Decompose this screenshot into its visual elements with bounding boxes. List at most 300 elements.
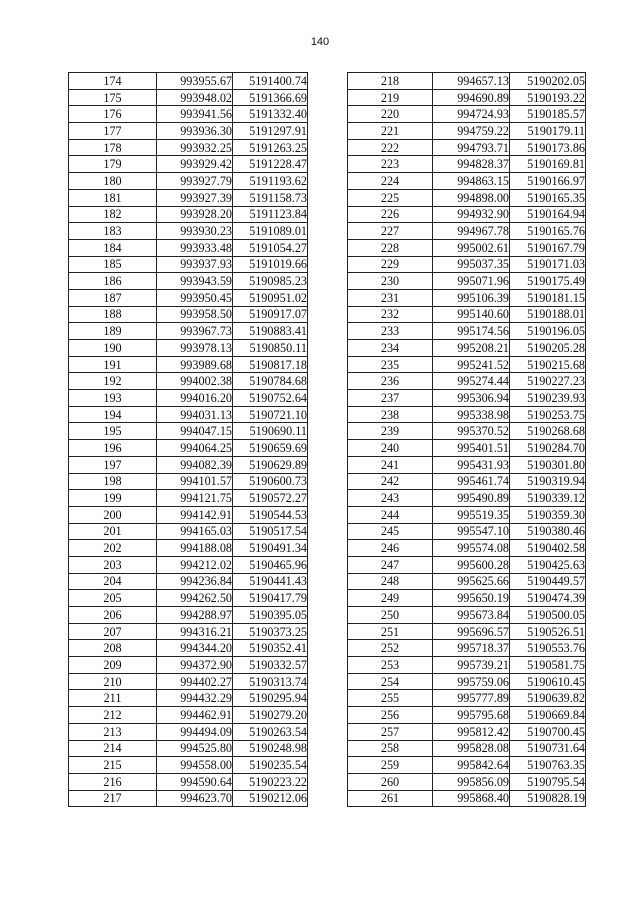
x-coordinate-cell: 994657.13 xyxy=(433,73,510,90)
table-row xyxy=(348,223,586,240)
table-row xyxy=(348,289,586,306)
x-coordinate-cell: 995868.40 xyxy=(433,790,510,807)
y-coordinate-cell: 5190610.45 xyxy=(510,673,586,690)
point-number-cell: 239 xyxy=(348,423,433,440)
point-number-cell: 187 xyxy=(69,289,157,306)
point-number-cell: 191 xyxy=(69,356,157,373)
y-coordinate-cell: 5190850.11 xyxy=(233,340,308,357)
table-row xyxy=(69,423,308,440)
x-coordinate-cell: 995071.96 xyxy=(433,273,510,290)
table-row xyxy=(69,757,308,774)
x-coordinate-cell: 995718.37 xyxy=(433,640,510,657)
x-coordinate-cell: 994082.39 xyxy=(157,456,233,473)
x-coordinate-cell: 995759.06 xyxy=(433,673,510,690)
point-number-cell: 210 xyxy=(69,673,157,690)
x-coordinate-cell: 993978.13 xyxy=(157,340,233,357)
table-row xyxy=(348,156,586,173)
coordinates-table-left xyxy=(68,72,308,807)
table-row xyxy=(69,707,308,724)
x-coordinate-cell: 995828.08 xyxy=(433,740,510,757)
y-coordinate-cell: 5190171.03 xyxy=(510,256,586,273)
x-coordinate-cell: 993927.39 xyxy=(157,189,233,206)
point-number-cell: 220 xyxy=(348,106,433,123)
y-coordinate-cell: 5190227.23 xyxy=(510,373,586,390)
x-coordinate-cell: 994898.00 xyxy=(433,189,510,206)
y-coordinate-cell: 5190268.68 xyxy=(510,423,586,440)
table-row xyxy=(348,490,586,507)
table-row xyxy=(69,640,308,657)
x-coordinate-cell: 994494.09 xyxy=(157,723,233,740)
table-row xyxy=(69,373,308,390)
table-row xyxy=(69,523,308,540)
y-coordinate-cell: 5190235.54 xyxy=(233,757,308,774)
x-coordinate-cell: 994432.29 xyxy=(157,690,233,707)
y-coordinate-cell: 5190572.27 xyxy=(233,490,308,507)
table-row xyxy=(348,206,586,223)
y-coordinate-cell: 5190239.93 xyxy=(510,390,586,407)
x-coordinate-cell: 993927.79 xyxy=(157,173,233,190)
point-number-cell: 198 xyxy=(69,473,157,490)
point-number-cell: 242 xyxy=(348,473,433,490)
x-coordinate-cell: 995037.35 xyxy=(433,256,510,273)
y-coordinate-cell: 5190985.23 xyxy=(233,273,308,290)
x-coordinate-cell: 994064.25 xyxy=(157,440,233,457)
point-number-cell: 184 xyxy=(69,239,157,256)
y-coordinate-cell: 5190721.10 xyxy=(233,406,308,423)
table-row xyxy=(348,790,586,807)
table-row xyxy=(69,139,308,156)
coordinates-table-right xyxy=(347,72,586,807)
point-number-cell: 236 xyxy=(348,373,433,390)
y-coordinate-cell: 5190352.41 xyxy=(233,640,308,657)
y-coordinate-cell: 5190248.98 xyxy=(233,740,308,757)
point-number-cell: 247 xyxy=(348,556,433,573)
y-coordinate-cell: 5190212.06 xyxy=(233,790,308,807)
table-row xyxy=(348,106,586,123)
table-row xyxy=(69,590,308,607)
y-coordinate-cell: 5191054.27 xyxy=(233,239,308,256)
point-number-cell: 227 xyxy=(348,223,433,240)
point-number-cell: 203 xyxy=(69,556,157,573)
point-number-cell: 214 xyxy=(69,740,157,757)
table-row xyxy=(69,506,308,523)
x-coordinate-cell: 995856.09 xyxy=(433,773,510,790)
page-number: 140 xyxy=(310,36,330,48)
x-coordinate-cell: 993928.20 xyxy=(157,206,233,223)
x-coordinate-cell: 995673.84 xyxy=(433,607,510,624)
point-number-cell: 254 xyxy=(348,673,433,690)
point-number-cell: 231 xyxy=(348,289,433,306)
point-number-cell: 175 xyxy=(69,89,157,106)
point-number-cell: 208 xyxy=(69,640,157,657)
table-row xyxy=(69,623,308,640)
table-row xyxy=(348,173,586,190)
point-number-cell: 246 xyxy=(348,540,433,557)
y-coordinate-cell: 5190441.43 xyxy=(233,573,308,590)
y-coordinate-cell: 5190284.70 xyxy=(510,440,586,457)
table-row xyxy=(69,540,308,557)
y-coordinate-cell: 5190883.41 xyxy=(233,323,308,340)
point-number-cell: 202 xyxy=(69,540,157,557)
y-coordinate-cell: 5190175.49 xyxy=(510,273,586,290)
table-row xyxy=(69,73,308,90)
x-coordinate-cell: 995274.44 xyxy=(433,373,510,390)
y-coordinate-cell: 5190179.11 xyxy=(510,123,586,140)
point-number-cell: 223 xyxy=(348,156,433,173)
x-coordinate-cell: 994002.38 xyxy=(157,373,233,390)
y-coordinate-cell: 5190279.20 xyxy=(233,707,308,724)
point-number-cell: 235 xyxy=(348,356,433,373)
point-number-cell: 237 xyxy=(348,390,433,407)
x-coordinate-cell: 995106.39 xyxy=(433,289,510,306)
table-row xyxy=(69,89,308,106)
point-number-cell: 192 xyxy=(69,373,157,390)
point-number-cell: 188 xyxy=(69,306,157,323)
x-coordinate-cell: 994932.90 xyxy=(433,206,510,223)
x-coordinate-cell: 994724.93 xyxy=(433,106,510,123)
table-row xyxy=(69,323,308,340)
x-coordinate-cell: 995241.52 xyxy=(433,356,510,373)
table-row xyxy=(69,473,308,490)
point-number-cell: 249 xyxy=(348,590,433,607)
x-coordinate-cell: 995600.28 xyxy=(433,556,510,573)
x-coordinate-cell: 993958.50 xyxy=(157,306,233,323)
point-number-cell: 244 xyxy=(348,506,433,523)
y-coordinate-cell: 5190295.94 xyxy=(233,690,308,707)
point-number-cell: 225 xyxy=(348,189,433,206)
point-number-cell: 260 xyxy=(348,773,433,790)
y-coordinate-cell: 5191297.91 xyxy=(233,123,308,140)
table-row xyxy=(348,373,586,390)
table-row xyxy=(348,640,586,657)
point-number-cell: 201 xyxy=(69,523,157,540)
point-number-cell: 234 xyxy=(348,340,433,357)
point-number-cell: 179 xyxy=(69,156,157,173)
table-row xyxy=(69,256,308,273)
table-row xyxy=(69,490,308,507)
x-coordinate-cell: 995650.19 xyxy=(433,590,510,607)
x-coordinate-cell: 994863.15 xyxy=(433,173,510,190)
x-coordinate-cell: 993930.23 xyxy=(157,223,233,240)
y-coordinate-cell: 5191123.84 xyxy=(233,206,308,223)
table-row xyxy=(69,556,308,573)
point-number-cell: 257 xyxy=(348,723,433,740)
table-row xyxy=(348,590,586,607)
point-number-cell: 205 xyxy=(69,590,157,607)
y-coordinate-cell: 5190205.28 xyxy=(510,340,586,357)
table-row xyxy=(348,189,586,206)
x-coordinate-cell: 994590.64 xyxy=(157,773,233,790)
table-row xyxy=(348,556,586,573)
point-number-cell: 261 xyxy=(348,790,433,807)
table-row xyxy=(348,323,586,340)
y-coordinate-cell: 5190167.79 xyxy=(510,239,586,256)
y-coordinate-cell: 5190319.94 xyxy=(510,473,586,490)
y-coordinate-cell: 5190639.82 xyxy=(510,690,586,707)
point-number-cell: 190 xyxy=(69,340,157,357)
y-coordinate-cell: 5191400.74 xyxy=(233,73,308,90)
table-row xyxy=(69,690,308,707)
y-coordinate-cell: 5190193.22 xyxy=(510,89,586,106)
table-row xyxy=(69,657,308,674)
x-coordinate-cell: 995431.93 xyxy=(433,456,510,473)
x-coordinate-cell: 995461.74 xyxy=(433,473,510,490)
x-coordinate-cell: 993932.25 xyxy=(157,139,233,156)
x-coordinate-cell: 993936.30 xyxy=(157,123,233,140)
x-coordinate-cell: 994316.21 xyxy=(157,623,233,640)
y-coordinate-cell: 5190526.51 xyxy=(510,623,586,640)
y-coordinate-cell: 5190165.76 xyxy=(510,223,586,240)
point-number-cell: 259 xyxy=(348,757,433,774)
table-row xyxy=(348,256,586,273)
point-number-cell: 224 xyxy=(348,173,433,190)
x-coordinate-cell: 994690.89 xyxy=(433,89,510,106)
y-coordinate-cell: 5190188.01 xyxy=(510,306,586,323)
point-number-cell: 241 xyxy=(348,456,433,473)
y-coordinate-cell: 5190181.15 xyxy=(510,289,586,306)
x-coordinate-cell: 993937.93 xyxy=(157,256,233,273)
point-number-cell: 196 xyxy=(69,440,157,457)
y-coordinate-cell: 5190553.76 xyxy=(510,640,586,657)
point-number-cell: 178 xyxy=(69,139,157,156)
y-coordinate-cell: 5190202.05 xyxy=(510,73,586,90)
x-coordinate-cell: 995696.57 xyxy=(433,623,510,640)
x-coordinate-cell: 994793.71 xyxy=(433,139,510,156)
y-coordinate-cell: 5190169.81 xyxy=(510,156,586,173)
point-number-cell: 194 xyxy=(69,406,157,423)
table-row xyxy=(348,440,586,457)
point-number-cell: 217 xyxy=(69,790,157,807)
point-number-cell: 177 xyxy=(69,123,157,140)
x-coordinate-cell: 994236.84 xyxy=(157,573,233,590)
y-coordinate-cell: 5191193.62 xyxy=(233,173,308,190)
x-coordinate-cell: 995812.42 xyxy=(433,723,510,740)
x-coordinate-cell: 995777.89 xyxy=(433,690,510,707)
y-coordinate-cell: 5190196.05 xyxy=(510,323,586,340)
table-row xyxy=(348,406,586,423)
table-row xyxy=(348,657,586,674)
y-coordinate-cell: 5190951.02 xyxy=(233,289,308,306)
y-coordinate-cell: 5190215.68 xyxy=(510,356,586,373)
table-row xyxy=(69,239,308,256)
y-coordinate-cell: 5190359.30 xyxy=(510,506,586,523)
point-number-cell: 216 xyxy=(69,773,157,790)
point-number-cell: 226 xyxy=(348,206,433,223)
x-coordinate-cell: 993989.68 xyxy=(157,356,233,373)
table-row xyxy=(69,273,308,290)
point-number-cell: 199 xyxy=(69,490,157,507)
table-row xyxy=(69,340,308,357)
table-row xyxy=(69,607,308,624)
y-coordinate-cell: 5190223.22 xyxy=(233,773,308,790)
table-row xyxy=(69,106,308,123)
table-row xyxy=(69,189,308,206)
point-number-cell: 229 xyxy=(348,256,433,273)
x-coordinate-cell: 995338.98 xyxy=(433,406,510,423)
x-coordinate-cell: 994101.57 xyxy=(157,473,233,490)
y-coordinate-cell: 5190173.86 xyxy=(510,139,586,156)
table-row xyxy=(348,306,586,323)
table-row xyxy=(69,673,308,690)
point-number-cell: 250 xyxy=(348,607,433,624)
x-coordinate-cell: 993943.59 xyxy=(157,273,233,290)
table-row xyxy=(69,406,308,423)
x-coordinate-cell: 995519.35 xyxy=(433,506,510,523)
table-row xyxy=(69,440,308,457)
point-number-cell: 221 xyxy=(348,123,433,140)
x-coordinate-cell: 994372.90 xyxy=(157,657,233,674)
y-coordinate-cell: 5190917.07 xyxy=(233,306,308,323)
table-row xyxy=(348,89,586,106)
y-coordinate-cell: 5191089.01 xyxy=(233,223,308,240)
table-row xyxy=(348,239,586,256)
y-coordinate-cell: 5190795.54 xyxy=(510,773,586,790)
table-row xyxy=(69,390,308,407)
table-row xyxy=(348,139,586,156)
table-row xyxy=(348,623,586,640)
table-row xyxy=(348,390,586,407)
point-number-cell: 189 xyxy=(69,323,157,340)
y-coordinate-cell: 5190700.45 xyxy=(510,723,586,740)
x-coordinate-cell: 994262.50 xyxy=(157,590,233,607)
y-coordinate-cell: 5190339.12 xyxy=(510,490,586,507)
table-row xyxy=(348,723,586,740)
table-row xyxy=(348,456,586,473)
y-coordinate-cell: 5190417.79 xyxy=(233,590,308,607)
point-number-cell: 209 xyxy=(69,657,157,674)
x-coordinate-cell: 995208.21 xyxy=(433,340,510,357)
point-number-cell: 233 xyxy=(348,323,433,340)
y-coordinate-cell: 5190166.97 xyxy=(510,173,586,190)
point-number-cell: 219 xyxy=(348,89,433,106)
y-coordinate-cell: 5190301.80 xyxy=(510,456,586,473)
point-number-cell: 174 xyxy=(69,73,157,90)
point-number-cell: 232 xyxy=(348,306,433,323)
table-row xyxy=(69,773,308,790)
point-number-cell: 180 xyxy=(69,173,157,190)
y-coordinate-cell: 5190731.64 xyxy=(510,740,586,757)
x-coordinate-cell: 995002.61 xyxy=(433,239,510,256)
table-row xyxy=(69,223,308,240)
x-coordinate-cell: 994016.20 xyxy=(157,390,233,407)
table-row xyxy=(348,73,586,90)
table-row xyxy=(348,340,586,357)
y-coordinate-cell: 5190449.57 xyxy=(510,573,586,590)
point-number-cell: 222 xyxy=(348,139,433,156)
table-row xyxy=(69,306,308,323)
x-coordinate-cell: 994828.37 xyxy=(433,156,510,173)
point-number-cell: 204 xyxy=(69,573,157,590)
x-coordinate-cell: 994031.13 xyxy=(157,406,233,423)
point-number-cell: 195 xyxy=(69,423,157,440)
point-number-cell: 258 xyxy=(348,740,433,757)
point-number-cell: 211 xyxy=(69,690,157,707)
y-coordinate-cell: 5191332.40 xyxy=(233,106,308,123)
y-coordinate-cell: 5190600.73 xyxy=(233,473,308,490)
table-row xyxy=(348,707,586,724)
point-number-cell: 230 xyxy=(348,273,433,290)
y-coordinate-cell: 5190185.57 xyxy=(510,106,586,123)
y-coordinate-cell: 5190491.34 xyxy=(233,540,308,557)
table-row xyxy=(69,790,308,807)
point-number-cell: 248 xyxy=(348,573,433,590)
table-row xyxy=(69,206,308,223)
table-row xyxy=(348,423,586,440)
point-number-cell: 186 xyxy=(69,273,157,290)
x-coordinate-cell: 993929.42 xyxy=(157,156,233,173)
x-coordinate-cell: 995140.60 xyxy=(433,306,510,323)
y-coordinate-cell: 5190164.94 xyxy=(510,206,586,223)
x-coordinate-cell: 993955.67 xyxy=(157,73,233,90)
y-coordinate-cell: 5190817.18 xyxy=(233,356,308,373)
table-row xyxy=(69,723,308,740)
y-coordinate-cell: 5191366.69 xyxy=(233,89,308,106)
point-number-cell: 238 xyxy=(348,406,433,423)
point-number-cell: 176 xyxy=(69,106,157,123)
y-coordinate-cell: 5190659.69 xyxy=(233,440,308,457)
y-coordinate-cell: 5190313.74 xyxy=(233,673,308,690)
point-number-cell: 228 xyxy=(348,239,433,256)
table-row xyxy=(69,456,308,473)
table-row xyxy=(348,123,586,140)
x-coordinate-cell: 994558.00 xyxy=(157,757,233,774)
x-coordinate-cell: 993941.56 xyxy=(157,106,233,123)
y-coordinate-cell: 5190544.53 xyxy=(233,506,308,523)
x-coordinate-cell: 995574.08 xyxy=(433,540,510,557)
y-coordinate-cell: 5190395.05 xyxy=(233,607,308,624)
table-row xyxy=(348,690,586,707)
y-coordinate-cell: 5190690.11 xyxy=(233,423,308,440)
point-number-cell: 197 xyxy=(69,456,157,473)
table-row xyxy=(348,523,586,540)
x-coordinate-cell: 994759.22 xyxy=(433,123,510,140)
table-row xyxy=(69,740,308,757)
y-coordinate-cell: 5190165.35 xyxy=(510,189,586,206)
point-number-cell: 253 xyxy=(348,657,433,674)
y-coordinate-cell: 5190763.35 xyxy=(510,757,586,774)
table-row xyxy=(348,573,586,590)
table-row xyxy=(69,123,308,140)
x-coordinate-cell: 994047.15 xyxy=(157,423,233,440)
table-row xyxy=(348,740,586,757)
x-coordinate-cell: 994967.78 xyxy=(433,223,510,240)
x-coordinate-cell: 994121.75 xyxy=(157,490,233,507)
point-number-cell: 193 xyxy=(69,390,157,407)
point-number-cell: 182 xyxy=(69,206,157,223)
x-coordinate-cell: 995547.10 xyxy=(433,523,510,540)
point-number-cell: 218 xyxy=(348,73,433,90)
y-coordinate-cell: 5190517.54 xyxy=(233,523,308,540)
y-coordinate-cell: 5191228.47 xyxy=(233,156,308,173)
x-coordinate-cell: 995370.52 xyxy=(433,423,510,440)
x-coordinate-cell: 995795.68 xyxy=(433,707,510,724)
point-number-cell: 215 xyxy=(69,757,157,774)
table-row xyxy=(348,773,586,790)
x-coordinate-cell: 994402.27 xyxy=(157,673,233,690)
y-coordinate-cell: 5190828.19 xyxy=(510,790,586,807)
table-row xyxy=(69,156,308,173)
y-coordinate-cell: 5190474.39 xyxy=(510,590,586,607)
x-coordinate-cell: 994212.02 xyxy=(157,556,233,573)
y-coordinate-cell: 5190581.75 xyxy=(510,657,586,674)
x-coordinate-cell: 995490.89 xyxy=(433,490,510,507)
x-coordinate-cell: 994344.20 xyxy=(157,640,233,657)
x-coordinate-cell: 994462.91 xyxy=(157,707,233,724)
x-coordinate-cell: 994623.70 xyxy=(157,790,233,807)
point-number-cell: 185 xyxy=(69,256,157,273)
x-coordinate-cell: 993967.73 xyxy=(157,323,233,340)
x-coordinate-cell: 994288.97 xyxy=(157,607,233,624)
